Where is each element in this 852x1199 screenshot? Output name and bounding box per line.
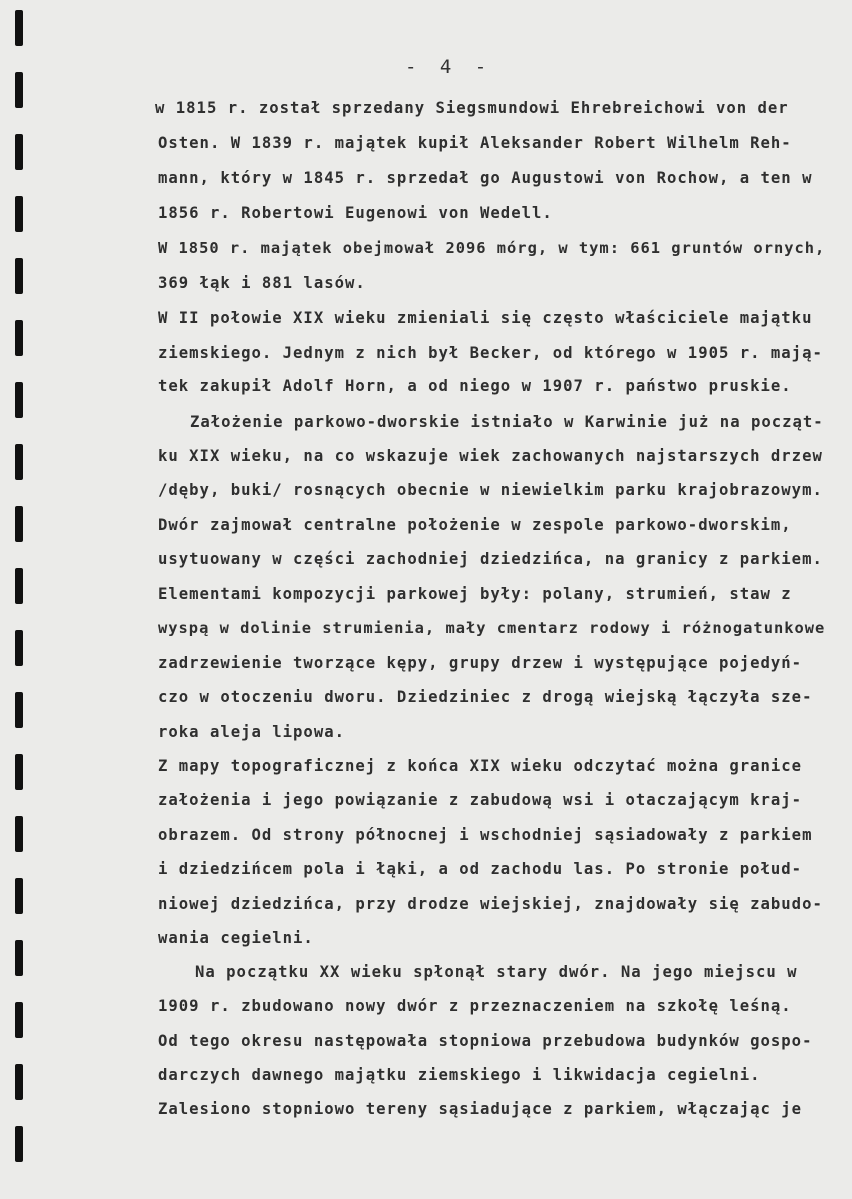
text-line: Na początku XX wieku spłonął stary dwór. Na jego miejscu w: [195, 963, 798, 981]
text-line: Zalesiono stopniowo tereny sąsiadujące z parkiem, włączając je: [158, 1100, 803, 1118]
binding-hole: [15, 692, 23, 728]
text-line: w 1815 r. został sprzedany Siegsmundowi Ehrebreichowi von der: [155, 99, 789, 117]
text-line: tek zakupił Adolf Horn, a od niego w 1907 r. państwo pruskie.: [158, 377, 792, 395]
text-line: wania cegielni.: [158, 929, 314, 947]
text-line: darczych dawnego majątku ziemskiego i likwidacja cegielni.: [158, 1066, 761, 1084]
text-line: czo w otoczeniu dworu. Dziedziniec z drogą wiejską łączyła sze-: [158, 688, 813, 706]
text-line: 1909 r. zbudowano nowy dwór z przeznaczeniem na szkołę leśną.: [158, 997, 792, 1015]
binding-hole: [15, 568, 23, 604]
text-line: wyspą w dolinie strumienia, mały cmentarz rodowy i różnogatunkowe: [158, 619, 826, 637]
text-line: niowej dziedzińca, przy drodze wiejskiej, znajdowały się zabudo-: [158, 895, 823, 913]
text-line: usytuowany w części zachodniej dziedzińca, na granicy z parkiem.: [158, 550, 823, 568]
binding-hole: [15, 134, 23, 170]
binding-hole: [15, 196, 23, 232]
page-number: - 4 -: [405, 56, 493, 78]
text-line: Osten. W 1839 r. majątek kupił Aleksander Robert Wilhelm Reh-: [158, 134, 792, 152]
text-line: ziemskiego. Jednym z nich był Becker, od którego w 1905 r. mają-: [158, 344, 823, 362]
text-line: Z mapy topograficznej z końca XIX wieku odczytać można granice: [158, 757, 803, 775]
binding-hole: [15, 630, 23, 666]
binding-hole: [15, 320, 23, 356]
text-line: Dwór zajmował centralne położenie w zespole parkowo-dworskim,: [158, 516, 792, 534]
binding-hole: [15, 444, 23, 480]
text-line: roka aleja lipowa.: [158, 723, 345, 741]
binding-hole: [15, 754, 23, 790]
binding-hole: [15, 940, 23, 976]
binding-hole: [15, 258, 23, 294]
binding-hole: [15, 1126, 23, 1162]
text-line: W 1850 r. majątek obejmował 2096 mórg, w tym: 661 gruntów ornych,: [158, 239, 826, 257]
binding-holes: [0, 0, 40, 1199]
text-line: zadrzewienie tworzące kępy, grupy drzew i występujące pojedyń-: [158, 654, 803, 672]
text-line: Od tego okresu następowała stopniowa przebudowa budynków gospo-: [158, 1032, 813, 1050]
text-line: i dziedzińcem pola i łąki, a od zachodu las. Po stronie połud-: [158, 860, 803, 878]
text-line: 369 łąk i 881 lasów.: [158, 274, 366, 292]
text-line: 1856 r. Robertowi Eugenowi von Wedell.: [158, 204, 553, 222]
text-line: W II połowie XIX wieku zmieniali się często właściciele majątku: [158, 309, 813, 327]
binding-hole: [15, 72, 23, 108]
text-line: obrazem. Od strony północnej i wschodniej sąsiadowały z parkiem: [158, 826, 813, 844]
binding-hole: [15, 1002, 23, 1038]
binding-hole: [15, 382, 23, 418]
text-line: /dęby, buki/ rosnących obecnie w niewielkim parku krajobrazowym.: [158, 481, 823, 499]
text-line: mann, który w 1845 r. sprzedał go Augustowi von Rochow, a ten w: [158, 169, 813, 187]
binding-hole: [15, 816, 23, 852]
text-line: ku XIX wieku, na co wskazuje wiek zachowanych najstarszych drzew: [158, 447, 823, 465]
text-line: założenia i jego powiązanie z zabudową wsi i otaczającym kraj-: [158, 791, 803, 809]
binding-hole: [15, 506, 23, 542]
text-line: Elementami kompozycji parkowej były: polany, strumień, staw z: [158, 585, 792, 603]
text-line: Założenie parkowo-dworskie istniało w Karwinie już na począt-: [190, 413, 824, 431]
binding-hole: [15, 878, 23, 914]
binding-hole: [15, 1064, 23, 1100]
binding-hole: [15, 10, 23, 46]
